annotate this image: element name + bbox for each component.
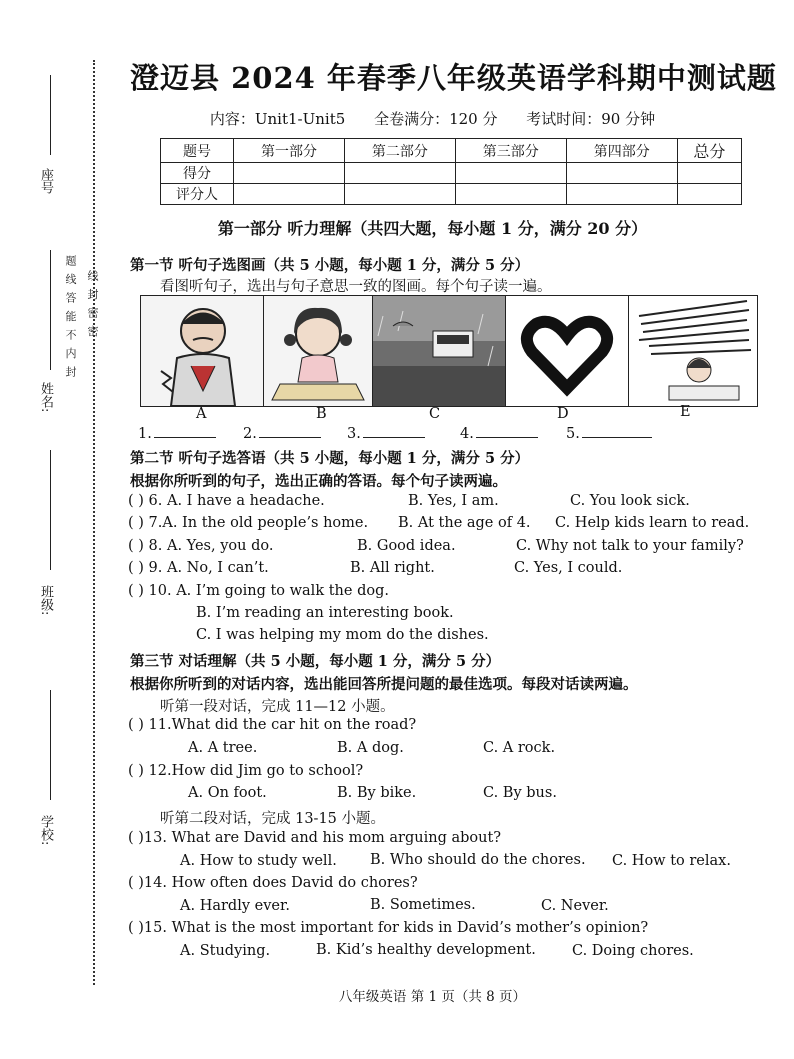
q8-option-c[interactable]: C. Why not talk to your family?	[516, 538, 744, 554]
picture-a-sick-boy	[140, 295, 264, 407]
seal-text-bottom: 线 封 密 密	[86, 270, 99, 339]
q11-question[interactable]: ( ) 11.What did the car hit on the road?	[128, 717, 417, 733]
pic-label-e: E	[680, 404, 691, 420]
q14-option-a[interactable]: A. Hardly ever.	[180, 898, 290, 914]
q13-question[interactable]: ( )13. What are David and his mom arguing about?	[128, 830, 502, 846]
exam-content: 内容：Unit1-Unit5	[209, 110, 346, 128]
q15-question[interactable]: ( )15. What is the most important for kids in David’s mother’s opinion?	[128, 920, 649, 936]
blank-number: 2.	[243, 426, 257, 442]
score-cell[interactable]	[455, 163, 566, 184]
seal-text-top: 题 线 答 能 不 内 封	[64, 255, 77, 379]
q10-option-c[interactable]: C. I was helping my mom do the dishes.	[196, 627, 489, 643]
q9-option-c[interactable]: C. Yes, I could.	[514, 560, 623, 576]
name-blank[interactable]	[50, 250, 51, 370]
q7-option-c[interactable]: C. Help kids learn to read.	[555, 515, 750, 531]
answer-blank-4[interactable]	[460, 426, 538, 442]
score-header-cell: 第四部分	[566, 139, 677, 163]
q7-option-b[interactable]: B. At the age of 4.	[398, 515, 531, 531]
blank-number: 3.	[347, 426, 361, 442]
blank-number: 4.	[460, 426, 474, 442]
class-blank[interactable]	[50, 450, 51, 570]
picture-d-heart-hand	[505, 295, 629, 407]
q13-option-a[interactable]: A. How to study well.	[180, 853, 337, 869]
q6-option-b[interactable]: B. Yes, I am.	[408, 493, 499, 509]
score-row	[161, 163, 742, 184]
blank-number: 1.	[138, 426, 152, 442]
q12-option-a[interactable]: A. On foot.	[188, 785, 267, 801]
school-blank[interactable]	[50, 690, 51, 800]
q14-question[interactable]: ( )14. How often does David do chores?	[128, 875, 418, 891]
grader-cell[interactable]	[677, 184, 741, 205]
grader-cell[interactable]	[234, 184, 345, 205]
answer-blank-3[interactable]	[347, 426, 425, 442]
class-label: 班级:	[38, 585, 53, 616]
pic-label-d: D	[557, 406, 569, 422]
score-header-cell: 第一部分	[234, 139, 345, 163]
q11-option-a[interactable]: A. A tree.	[188, 740, 258, 756]
picture-c-rainy-street	[372, 295, 506, 407]
score-cell[interactable]	[677, 163, 741, 184]
seat-blank[interactable]	[50, 75, 51, 155]
picture-b-girl-reading	[263, 295, 373, 407]
pic-label-b: B	[316, 406, 327, 422]
sec1-title: 第一节 听句子选图画（共 5 小题，每小题 1 分，满分 5 分）	[130, 257, 530, 274]
page-footer: 八年级英语 第 1 页（共 8 页）	[338, 989, 527, 1005]
grader-row	[161, 184, 742, 205]
score-cell[interactable]	[234, 163, 345, 184]
dialog1-intro: 听第一段对话，完成 11—12 小题。	[160, 699, 395, 715]
exam-full-score: 全卷满分：120 分	[374, 110, 498, 128]
sec2-title: 第二节 听句子选答语（共 5 小题，每小题 1 分，满分 5 分）	[130, 450, 530, 467]
sec3-title: 第三节 对话理解（共 5 小题，每小题 1 分，满分 5 分）	[130, 653, 501, 670]
pic-label-c: C	[429, 406, 441, 422]
exam-time: 考试时间：90 分钟	[526, 110, 656, 128]
answer-blank-2[interactable]	[243, 426, 321, 442]
picture-e-homework-pile	[628, 295, 758, 407]
sec3-instruction: 根据你所听到的对话内容，选出能回答所提问题的最佳选项。每段对话读两遍。	[130, 676, 638, 693]
q14-option-b[interactable]: B. Sometimes.	[370, 897, 476, 913]
q10-option-a[interactable]: ( ) 10. A. I’m going to walk the dog.	[128, 583, 389, 599]
q15-option-a[interactable]: A. Studying.	[180, 943, 271, 959]
q14-option-c[interactable]: C. Never.	[541, 898, 609, 914]
school-label: 学校:	[38, 815, 53, 846]
score-header-cell: 题号	[161, 139, 234, 163]
q13-option-b[interactable]: B. Who should do the chores.	[370, 852, 586, 868]
exam-title: 澄迈县 2024 年春季八年级英语学科期中测试题	[130, 61, 777, 95]
q9-option-a[interactable]: ( ) 9. A. No, I can’t.	[128, 560, 269, 576]
part1-title: 第一部分 听力理解（共四大题，每小题 1 分，满分 20 分）	[217, 219, 648, 238]
q11-option-c[interactable]: C. A rock.	[483, 740, 556, 756]
score-header-cell: 第二部分	[344, 139, 455, 163]
binding-margin	[0, 0, 100, 1059]
grader-row-label: 评分人	[161, 184, 234, 205]
q15-option-b[interactable]: B. Kid’s healthy development.	[316, 942, 536, 958]
q12-question[interactable]: ( ) 12.How did Jim go to school?	[128, 763, 364, 779]
score-table	[160, 138, 742, 205]
answer-blank-5[interactable]	[566, 426, 652, 442]
q6-option-c[interactable]: C. You look sick.	[570, 493, 690, 509]
seat-label: 座号	[38, 168, 53, 194]
q15-option-c[interactable]: C. Doing chores.	[572, 943, 694, 959]
answer-blank-1[interactable]	[138, 426, 216, 442]
name-label: 姓名:	[38, 382, 53, 413]
grader-cell[interactable]	[344, 184, 455, 205]
q13-option-c[interactable]: C. How to relax.	[612, 853, 731, 869]
score-cell[interactable]	[344, 163, 455, 184]
q6-option-a[interactable]: ( ) 6. A. I have a headache.	[128, 493, 325, 509]
score-row-label: 得分	[161, 163, 234, 184]
q9-option-b[interactable]: B. All right.	[350, 560, 435, 576]
score-table-header	[161, 139, 742, 163]
dialog2-intro: 听第二段对话，完成 13-15 小题。	[160, 811, 386, 827]
grader-cell[interactable]	[455, 184, 566, 205]
sec1-instruction: 看图听句子，选出与句子意思一致的图画。每个句子读一遍。	[160, 279, 552, 295]
score-cell[interactable]	[566, 163, 677, 184]
sec2-instruction: 根据你所听到的句子，选出正确的答语。每个句子读两遍。	[130, 473, 507, 490]
score-header-cell: 第三部分	[455, 139, 566, 163]
q11-option-b[interactable]: B. A dog.	[337, 740, 404, 756]
q10-option-b[interactable]: B. I’m reading an interesting book.	[196, 605, 454, 621]
q12-option-b[interactable]: B. By bike.	[337, 785, 417, 801]
pic-label-a: A	[196, 406, 207, 422]
q8-option-b[interactable]: B. Good idea.	[357, 538, 456, 554]
q8-option-a[interactable]: ( ) 8. A. Yes, you do.	[128, 538, 274, 554]
score-header-cell: 总分	[677, 139, 741, 163]
q7-option-a[interactable]: ( ) 7.A. In the old people’s home.	[128, 515, 369, 531]
exam-info	[130, 108, 735, 129]
q12-option-c[interactable]: C. By bus.	[483, 785, 557, 801]
grader-cell[interactable]	[566, 184, 677, 205]
blank-number: 5.	[566, 426, 580, 442]
